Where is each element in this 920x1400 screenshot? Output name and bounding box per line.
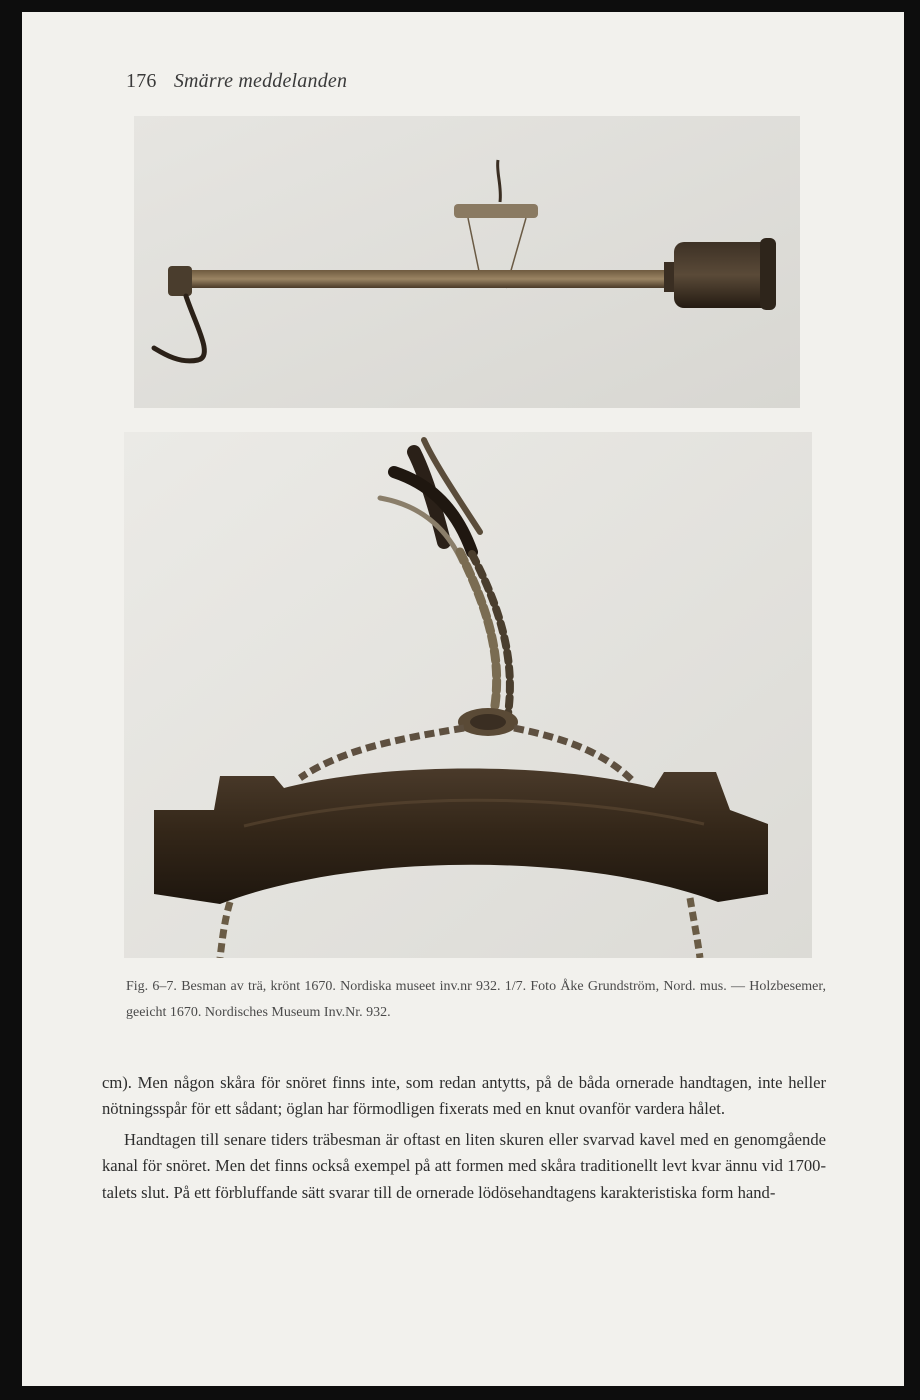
body-text: [102, 1070, 826, 1206]
figure-handle-photo: [124, 432, 812, 958]
page: [22, 12, 904, 1386]
paragraph-2: Handtagen till senare tiders träbesman är oftast en liten skuren eller svarvad kavel med en genomgående kanal för snöret. Men det finns också exempel på att formen med skåra traditionellt levt kvar ännu vid 1700-talets slut. På ett förbluffande sätt svarar till de ornerade lödösehandtagens karakteristiska form hand-: [102, 1129, 826, 1202]
handle-illustration: [124, 432, 812, 958]
running-head: [126, 70, 347, 93]
paragraph-1: cm). Men någon skåra för snöret finns inte, som redan antytts, på de båda ornerade handtagen, inte heller nötningsspår för ett sådant; öglan har förmodligen fixerats med en knut ovanför vardera hålet.: [102, 1073, 826, 1119]
page-number: 176: [126, 70, 157, 92]
figure-steelyard-photo: [134, 116, 800, 408]
steelyard-illustration: [134, 116, 800, 408]
figure-caption: Fig. 6–7. Besman av trä, krönt 1670. Nordiska museet inv.nr 932. 1/7. Foto Åke Grundström, Nord. mus. — Holzbesemer, geeicht 1670. Nordisches Museum Inv.Nr. 932.: [126, 979, 826, 1020]
section-title: Smärre meddelanden: [173, 70, 348, 92]
